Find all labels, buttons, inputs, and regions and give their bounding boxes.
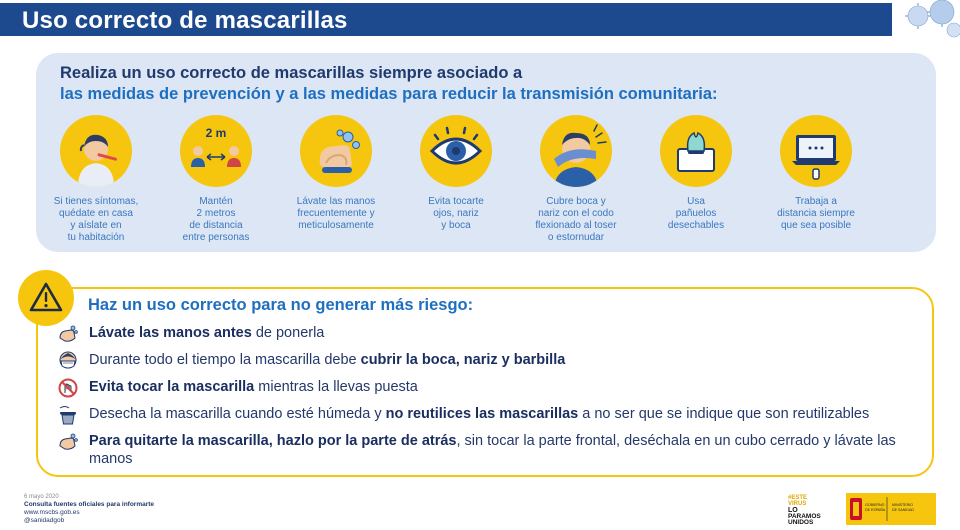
title-bar xyxy=(0,3,892,36)
page-title: Uso correcto de mascarillas xyxy=(22,7,348,34)
hand-wash-small-icon xyxy=(57,323,79,345)
laptop-remote-work-icon xyxy=(780,115,852,187)
measure-cough xyxy=(511,115,641,244)
sick-person-thermometer-icon xyxy=(60,115,132,187)
measure-remote-work xyxy=(751,115,881,232)
virus-decoration-icon xyxy=(896,0,960,42)
svg-text:DE ESPAÑA: DE ESPAÑA xyxy=(865,508,886,512)
svg-text:UNIDOS: UNIDOS xyxy=(788,519,814,525)
trash-bin-icon xyxy=(57,404,79,426)
measure-symptoms xyxy=(31,115,161,244)
footer-consult: Consulta fuentes oficiales para informarte xyxy=(24,501,155,508)
measure-caption: Si tienes síntomas, quédate en casa y aíslate en tu habitación xyxy=(53,196,139,243)
tip-text: Durante todo el tiempo la mascarilla debe cubrir la boca, nariz y barbilla xyxy=(89,352,566,368)
svg-text:MINISTERIO: MINISTERIO xyxy=(892,503,913,507)
svg-text:VIRUS: VIRUS xyxy=(788,501,807,507)
footer-sources xyxy=(24,493,154,525)
measure-caption: Usa pañuelos desechables xyxy=(667,196,725,231)
tip-text: Para quitarte la mascarilla, hazlo por la parte de atrás, sin tocar la parte frontal, deséchala en un cubo cerrado y lávate las manos xyxy=(89,433,896,467)
prevention-title-line2: las medidas de prevención y a las medidas para reducir la transmisión comunitaria: xyxy=(60,85,718,103)
footer-website-link[interactable]: www.mscbs.gob.es xyxy=(24,509,80,516)
measure-caption: Cubre boca y nariz con el codo flexionado al toser o estornudar xyxy=(535,196,617,243)
measure-caption: Trabaja a distancia siempre que sea posible xyxy=(777,196,855,231)
tip-text: Evita tocar la mascarilla mientras la llevas puesta xyxy=(89,379,418,395)
risk-title: Haz un uso correcto para no generar más riesgo: xyxy=(88,296,474,314)
gobierno-espana-logo xyxy=(846,493,936,525)
prevention-title xyxy=(60,63,718,105)
measure-avoid-touching xyxy=(391,115,521,232)
este-virus-logo xyxy=(786,493,840,525)
svg-text:DE SANIDAD: DE SANIDAD xyxy=(892,508,914,512)
distance-label: 2 m xyxy=(205,126,227,140)
prevention-title-line1: Realiza un uso correcto de mascarillas siempre asociado a xyxy=(60,64,523,82)
measure-caption: Mantén 2 metros de distancia entre personas xyxy=(182,196,250,243)
warning-badge xyxy=(18,270,74,326)
footer-twitter-handle[interactable]: @sanidadgob xyxy=(24,517,65,524)
svg-text:#ESTE: #ESTE xyxy=(788,495,808,501)
footer-date: 6 mayo 2020 xyxy=(24,494,59,500)
measure-tissues xyxy=(631,115,761,232)
face-mask-icon xyxy=(57,350,79,372)
measure-caption: Lávate las manos frecuentemente y meticulosamente xyxy=(296,196,376,231)
warning-icon xyxy=(18,270,74,326)
measure-handwashing xyxy=(271,115,401,232)
eye-icon xyxy=(420,115,492,187)
measure-caption: Evita tocarte ojos, nariz y boca xyxy=(428,196,484,231)
tip-text: Lávate las manos antes de ponerla xyxy=(89,325,325,341)
cough-elbow-icon xyxy=(540,115,612,187)
hand-washing-icon xyxy=(300,115,372,187)
tip-text: Desecha la mascarilla cuando esté húmeda y no reutilices las mascarillas a no ser que se indique que son reutilizables xyxy=(89,406,870,422)
two-meters-distance-icon xyxy=(180,115,252,187)
measure-distance xyxy=(151,115,281,244)
svg-text:PARAMOS: PARAMOS xyxy=(788,513,821,520)
prevention-panel xyxy=(36,53,936,252)
svg-text:LO: LO xyxy=(788,507,798,514)
remove-mask-icon xyxy=(57,431,79,453)
svg-text:GOBIERNO: GOBIERNO xyxy=(865,503,885,507)
tissue-box-icon xyxy=(660,115,732,187)
no-touch-icon xyxy=(57,377,79,399)
